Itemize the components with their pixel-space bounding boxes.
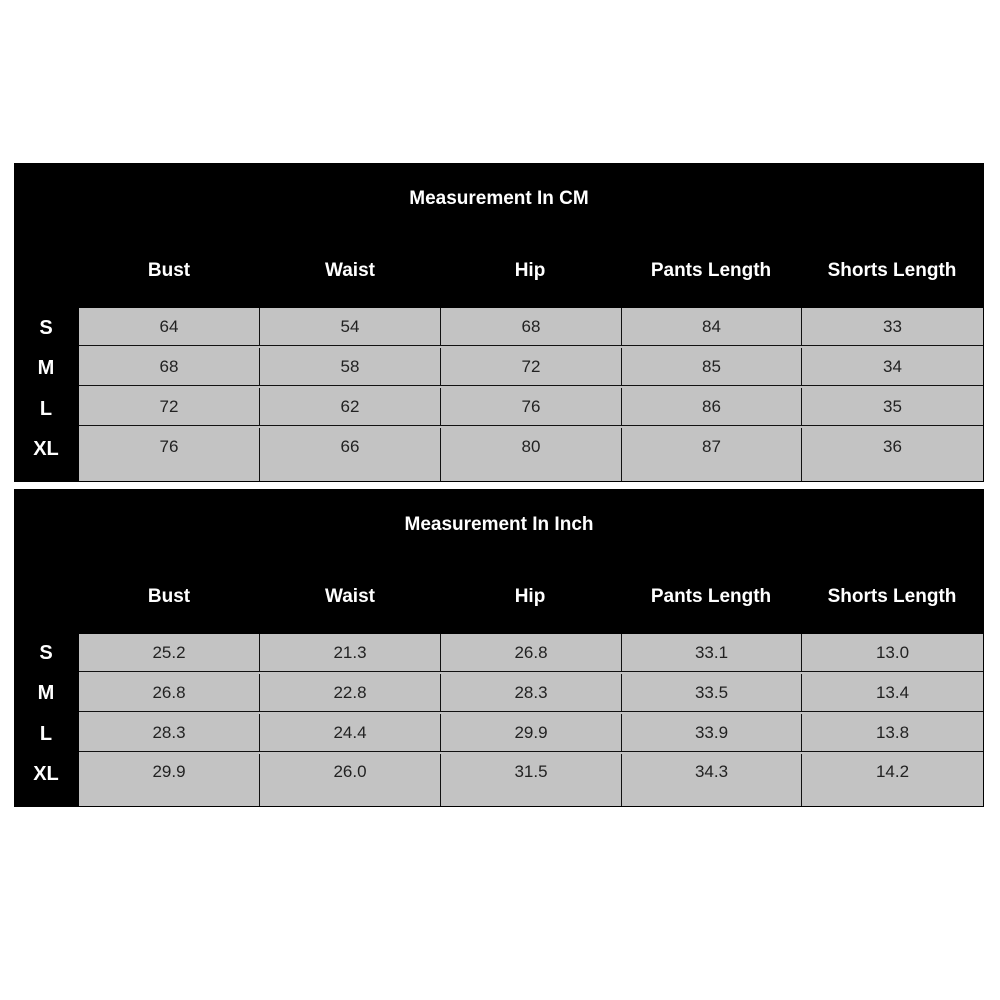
table-cell: 76 [441,388,622,426]
table-cell: 26.8 [441,634,622,672]
column-header-bust: Bust [147,260,191,281]
table-cell: 68 [79,348,260,386]
row-label-size: S [39,317,53,339]
table-cell: 66 [260,428,441,481]
table-cell: 58 [260,348,441,386]
table-cell: 64 [79,308,260,346]
column-header-hip: Hip [514,586,546,607]
table-cell: 21.3 [260,634,441,672]
size-table-inch [14,489,984,807]
row-label-size: S [39,642,53,664]
table-title: Measurement In CM [409,188,589,209]
table-cell: 35 [802,388,983,426]
row-label-size: XL [33,438,59,460]
row-label-size: M [37,357,55,379]
table-cell: 33.9 [622,714,802,752]
row-label-size: XL [33,763,59,785]
table-cell: 13.8 [802,714,983,752]
size-table-cm [14,163,984,482]
row-label-size: M [37,682,55,704]
table-cell: 29.9 [441,714,622,752]
table-cell: 33.1 [622,634,802,672]
table-cell: 22.8 [260,674,441,712]
table-cell: 13.0 [802,634,983,672]
table-cell: 13.4 [802,674,983,712]
table-title: Measurement In Inch [404,514,594,535]
table-cell: 26.8 [79,674,260,712]
table-cell: 72 [79,388,260,426]
table-cell: 26.0 [260,754,441,806]
table-cell: 29.9 [79,754,260,806]
table-cell: 86 [622,388,802,426]
row-label-size: L [39,723,53,745]
measurement-grid [79,308,983,481]
column-header-bust: Bust [147,586,191,607]
column-header-pants-length: Pants Length [650,586,772,607]
table-cell: 76 [79,428,260,481]
measurement-grid [79,634,983,806]
table-cell: 87 [622,428,802,481]
table-cell: 33.5 [622,674,802,712]
column-header-shorts-length: Shorts Length [827,260,957,281]
table-cell: 34 [802,348,983,386]
table-cell: 28.3 [79,714,260,752]
table-cell: 34.3 [622,754,802,806]
table-cell: 72 [441,348,622,386]
column-header-waist: Waist [325,586,375,607]
table-cell: 85 [622,348,802,386]
column-header-hip: Hip [514,260,546,281]
table-cell: 54 [260,308,441,346]
table-cell: 28.3 [441,674,622,712]
row-label-size: L [39,398,53,420]
table-cell: 14.2 [875,762,910,781]
table-cell: 84 [622,308,802,346]
column-header-shorts-length: Shorts Length [827,586,957,607]
table-cell: 80 [441,428,622,481]
table-cell: 25.2 [79,634,260,672]
table-cell: 62 [260,388,441,426]
table-cell: 36 [883,437,902,456]
column-header-pants-length: Pants Length [650,260,772,281]
table-cell: 24.4 [260,714,441,752]
table-cell: 33 [802,308,983,346]
column-header-waist: Waist [325,260,375,281]
table-cell: 68 [441,308,622,346]
table-cell: 31.5 [441,754,622,806]
